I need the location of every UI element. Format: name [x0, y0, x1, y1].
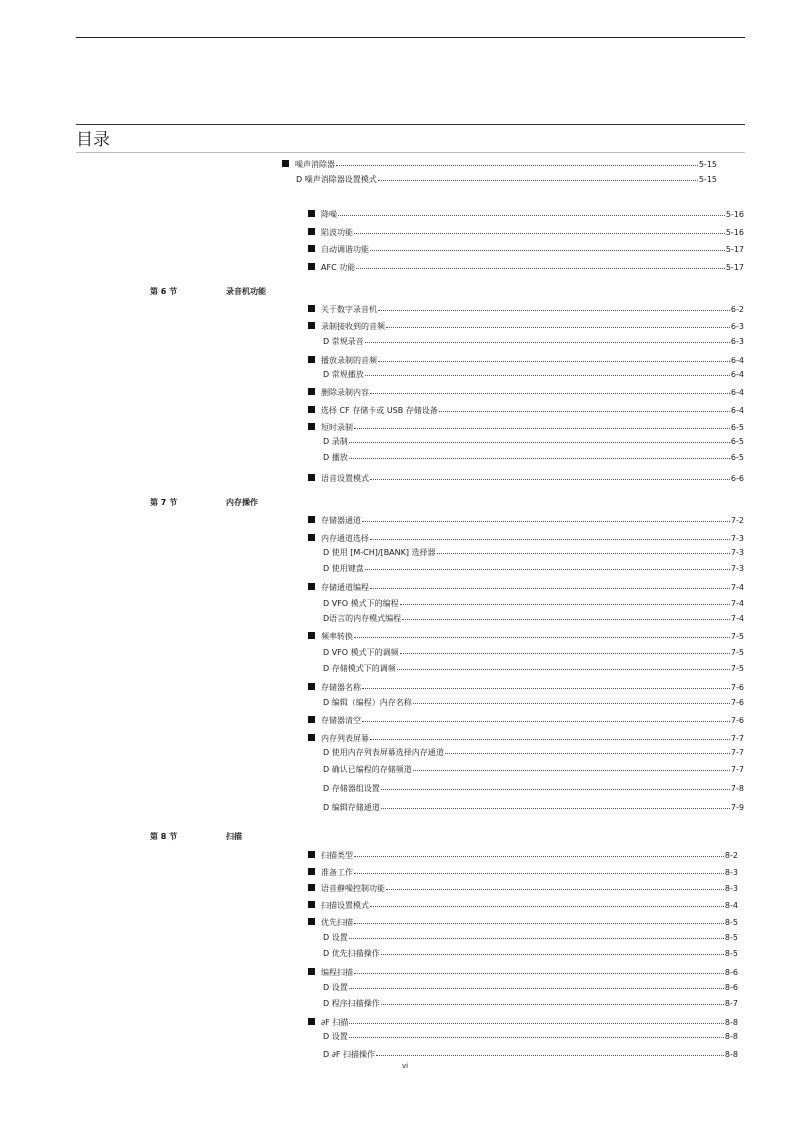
toc-entry-page: 7-4: [730, 614, 744, 623]
square-bullet-icon: [308, 356, 315, 363]
toc-entry-label: D ∂F 扫描操作: [323, 1050, 375, 1059]
toc-entry-label: 存储通道编程: [321, 583, 369, 592]
top-rule: [76, 37, 745, 38]
square-bullet-icon: [308, 968, 315, 975]
toc-entry[interactable]: [323, 1031, 738, 1043]
section-8-number: 第 8 节: [150, 832, 178, 841]
toc-entry[interactable]: [323, 948, 738, 960]
section-6-title: 录音机功能: [226, 287, 266, 296]
toc-entry-page: 8-5: [724, 933, 738, 942]
dot-leader: [349, 442, 730, 443]
toc-entry-page: 8-2: [724, 851, 738, 860]
dot-leader: [386, 889, 724, 890]
toc-entry-page: 7-5: [730, 664, 744, 673]
toc-entry-page: 8-3: [724, 868, 738, 877]
toc-entry-label: 编程扫描: [321, 968, 353, 977]
toc-entry-page: 7-9: [730, 803, 744, 812]
dot-leader: [378, 180, 698, 181]
toc-entry-page: 8-6: [724, 983, 738, 992]
toc-entry-page: 7-5: [730, 632, 744, 641]
dot-leader: [370, 588, 730, 589]
dot-leader: [370, 906, 724, 907]
toc-entry-label: D 使用内存列表屏幕选择内存通道: [323, 748, 444, 757]
square-bullet-icon: [308, 388, 315, 395]
dot-leader: [397, 669, 730, 670]
square-bullet-icon: [282, 160, 289, 167]
toc-entry[interactable]: [323, 613, 744, 625]
toc-entry-page: 6-3: [730, 337, 744, 346]
dot-leader: [400, 604, 730, 605]
toc-entry[interactable]: [323, 802, 744, 814]
dot-leader: [370, 393, 730, 394]
toc-entry-label: D 噪声消除器设置模式: [296, 175, 377, 184]
toc-entry[interactable]: [308, 850, 738, 862]
toc-entry-label: 语音静噪控制功能: [321, 884, 385, 893]
square-bullet-icon: [308, 683, 315, 690]
toc-entry-label: 删除录制内容: [321, 388, 369, 397]
toc-entry-label: 陷波功能: [321, 228, 353, 237]
square-bullet-icon: [308, 474, 315, 481]
toc-entry-page: 5-16: [725, 210, 744, 219]
toc-entry[interactable]: [323, 663, 744, 675]
toc-entry-label: D 设置: [323, 933, 348, 942]
toc-entry-page: 5-17: [725, 245, 744, 254]
toc-entry-label: 关于数字录音机: [321, 305, 377, 314]
dot-leader: [349, 1023, 724, 1024]
toc-entry[interactable]: [323, 1049, 738, 1061]
toc-entry-page: 6-4: [730, 370, 744, 379]
toc-entry-page: 7-6: [730, 698, 744, 707]
toc-entry-label: 降噪: [321, 210, 337, 219]
dot-leader: [370, 479, 730, 480]
square-bullet-icon: [308, 322, 315, 329]
toc-entry[interactable]: [308, 244, 744, 256]
toc-entry[interactable]: [308, 355, 744, 367]
toc-entry[interactable]: [323, 998, 738, 1010]
dot-leader: [413, 703, 730, 704]
toc-entry-label: 自动调谐功能: [321, 245, 369, 254]
toc-entry[interactable]: [308, 304, 744, 316]
toc-entry-label: 选择 CF 存储卡或 USB 存储设备: [321, 406, 438, 415]
toc-entry[interactable]: [323, 452, 744, 464]
toc-entry-label: 频率转换: [321, 632, 353, 641]
toc-entry-page: 8-5: [724, 949, 738, 958]
toc-entry-page: 7-4: [730, 599, 744, 608]
toc-entry[interactable]: [308, 515, 744, 527]
toc-entry-page: 8-3: [724, 884, 738, 893]
toc-entry[interactable]: [323, 982, 738, 994]
toc-entry-page: 7-3: [730, 534, 744, 543]
dot-leader: [362, 521, 730, 522]
dot-leader: [370, 539, 730, 540]
toc-entry-label: D 编辑（编程）内存名称: [323, 698, 412, 707]
square-bullet-icon: [308, 305, 315, 312]
dot-leader: [365, 569, 730, 570]
toc-entry-page: 6-3: [730, 322, 744, 331]
toc-entry[interactable]: [323, 932, 738, 944]
toc-entry-label: D 程序扫描操作: [323, 999, 380, 1008]
toc-entry-label: 扫描设置模式: [321, 901, 369, 910]
toc-entry-page: 7-2: [730, 516, 744, 525]
dot-leader: [413, 770, 730, 771]
square-bullet-icon: [308, 583, 315, 590]
toc-entry[interactable]: [323, 783, 744, 795]
toc-entry-label: D 编辑存储通道: [323, 803, 380, 812]
toc-entry-label: 准备工作: [321, 868, 353, 877]
dot-leader: [362, 688, 730, 689]
toc-entry-page: 5-17: [725, 263, 744, 272]
toc-entry[interactable]: [308, 682, 744, 694]
dot-leader: [381, 1004, 724, 1005]
toc-entry[interactable]: [308, 405, 744, 417]
dot-leader: [362, 721, 730, 722]
dot-leader: [370, 739, 730, 740]
toc-entry-label: D语言的内存模式编程: [323, 614, 402, 623]
square-bullet-icon: [308, 734, 315, 741]
toc-entry-page: 7-8: [730, 784, 744, 793]
toc-entry[interactable]: [308, 917, 738, 929]
toc-entry-page: 7-6: [730, 716, 744, 725]
dot-leader: [437, 553, 730, 554]
toc-entry-page: 6-4: [730, 406, 744, 415]
toc-entry-label: 存储器名称: [321, 683, 361, 692]
toc-entry[interactable]: [323, 598, 744, 610]
toc-entry-page: 8-7: [724, 999, 738, 1008]
dot-leader: [400, 653, 730, 654]
square-bullet-icon: [308, 868, 315, 875]
toc-entry-label: D 录制: [323, 437, 348, 446]
toc-entry-label: ∂F 扫描: [321, 1018, 349, 1027]
dot-leader: [354, 973, 724, 974]
toc-entry-label: D 设置: [323, 1032, 348, 1041]
dot-leader: [354, 856, 724, 857]
toc-entry-page: 6-4: [730, 388, 744, 397]
dot-leader: [378, 310, 730, 311]
dot-leader: [356, 268, 725, 269]
toc-entry-label: D 常规录音: [323, 337, 364, 346]
dot-leader: [354, 873, 724, 874]
square-bullet-icon: [308, 423, 315, 430]
toc-entry-label: D 存储器组设置: [323, 784, 380, 793]
toc-entry-label: D 使用键盘: [323, 564, 364, 573]
square-bullet-icon: [308, 901, 315, 908]
toc-entry-label: D VFO 模式下的编程: [323, 599, 399, 608]
toc-entry[interactable]: [282, 159, 717, 171]
toc-entry-page: 5-16: [725, 228, 744, 237]
toc-entry-label: 内存通道选择: [321, 534, 369, 543]
square-bullet-icon: [308, 851, 315, 858]
dot-leader: [354, 637, 730, 638]
dot-leader: [349, 1037, 724, 1038]
toc-entry-page: 6-5: [730, 423, 744, 432]
toc-entry-label: D VFO 模式下的调频: [323, 648, 399, 657]
toc-entry-label: 扫描类型: [321, 851, 353, 860]
toc-entry-page: 7-7: [730, 765, 744, 774]
toc-entry-page: 6-2: [730, 305, 744, 314]
toc-entry-label: 噪声消除器: [295, 160, 335, 169]
section-7-title: 内存操作: [226, 498, 258, 507]
toc-entry-label: AFC 功能: [321, 263, 356, 272]
toc-entry[interactable]: [308, 900, 738, 912]
toc-entry[interactable]: [308, 582, 744, 594]
dot-leader: [338, 215, 725, 216]
toc-entry[interactable]: [308, 733, 744, 745]
toc-entry-page: 8-4: [724, 901, 738, 910]
dot-leader: [365, 342, 730, 343]
toc-entry-label: D 优先扫描操作: [323, 949, 380, 958]
square-bullet-icon: [308, 884, 315, 891]
title-rule-top: [76, 124, 745, 125]
section-6-number: 第 6 节: [150, 287, 178, 296]
toc-entry-page: 7-7: [730, 748, 744, 757]
page-title: 目录: [76, 130, 110, 150]
dot-leader: [381, 808, 730, 809]
toc-entry-label: D 常规播放: [323, 370, 364, 379]
dot-leader: [349, 988, 724, 989]
toc-entry-label: 播放录制的音频: [321, 356, 377, 365]
toc-entry-page: 6-4: [730, 356, 744, 365]
square-bullet-icon: [308, 516, 315, 523]
dot-leader: [354, 923, 724, 924]
toc-entry-label: D 设置: [323, 983, 348, 992]
square-bullet-icon: [308, 210, 315, 217]
toc-entry-label: D 存储模式下的调频: [323, 664, 396, 673]
toc-entry[interactable]: [308, 533, 744, 545]
toc-entry-page: 8-5: [724, 918, 738, 927]
dot-leader: [381, 954, 724, 955]
toc-entry-label: 语音设置模式: [321, 474, 369, 483]
toc-entry[interactable]: [323, 336, 744, 348]
dot-leader: [370, 250, 725, 251]
toc-entry-page: 8-8: [724, 1018, 738, 1027]
dot-leader: [376, 1055, 724, 1056]
toc-entry[interactable]: [323, 563, 744, 575]
toc-entry-page: 8-8: [724, 1050, 738, 1059]
dot-leader: [354, 428, 730, 429]
toc-entry[interactable]: [308, 867, 738, 879]
toc-entry-page: 8-8: [724, 1032, 738, 1041]
toc-entry[interactable]: [308, 715, 744, 727]
toc-entry-page: 8-6: [724, 968, 738, 977]
dot-leader: [349, 458, 730, 459]
toc-entry[interactable]: [308, 321, 744, 333]
dot-leader: [378, 361, 730, 362]
square-bullet-icon: [308, 1018, 315, 1025]
toc-entry[interactable]: [323, 697, 744, 709]
toc-entry-page: 6-5: [730, 453, 744, 462]
title-rule-bottom: [76, 152, 745, 153]
toc-entry[interactable]: [308, 1017, 738, 1029]
dot-leader: [354, 233, 725, 234]
toc-entry[interactable]: [323, 747, 744, 759]
square-bullet-icon: [308, 406, 315, 413]
toc-entry-page: 7-6: [730, 683, 744, 692]
toc-entry[interactable]: [308, 883, 738, 895]
toc-entry[interactable]: [296, 174, 717, 186]
dot-leader: [439, 411, 730, 412]
toc-entry-label: 优先扫描: [321, 918, 353, 927]
dot-leader: [336, 165, 698, 166]
dot-leader: [349, 938, 724, 939]
toc-entry[interactable]: [308, 631, 744, 643]
toc-entry-label: D 使用 [M-CH]/[BANK] 选择器: [323, 548, 436, 557]
toc-entry[interactable]: [308, 967, 738, 979]
toc-entry-label: 内存列表屏幕: [321, 734, 369, 743]
toc-entry[interactable]: [308, 262, 744, 274]
toc-entry-label: D 确认已编程的存储频道: [323, 765, 412, 774]
toc-entry[interactable]: [323, 647, 744, 659]
page-number: vi: [402, 1062, 409, 1070]
square-bullet-icon: [308, 245, 315, 252]
dot-leader: [445, 753, 730, 754]
section-7-number: 第 7 节: [150, 498, 178, 507]
dot-leader: [386, 327, 730, 328]
toc-entry-page: 6-5: [730, 437, 744, 446]
dot-leader: [402, 619, 730, 620]
toc-entry[interactable]: [323, 436, 744, 448]
toc-entry-page: 5-15: [698, 160, 717, 169]
toc-entry-page: 7-4: [730, 583, 744, 592]
toc-entry-page: 5-15: [698, 175, 717, 184]
toc-entry-label: 短时录制: [321, 423, 353, 432]
toc-entry-label: 存储器通道: [321, 516, 361, 525]
square-bullet-icon: [308, 632, 315, 639]
square-bullet-icon: [308, 534, 315, 541]
toc-entry[interactable]: [323, 369, 744, 381]
square-bullet-icon: [308, 716, 315, 723]
toc-entry-page: 7-7: [730, 734, 744, 743]
toc-entry-page: 7-5: [730, 648, 744, 657]
toc-entry[interactable]: [323, 547, 744, 559]
toc-entry[interactable]: [308, 387, 744, 399]
toc-entry[interactable]: [308, 227, 744, 239]
square-bullet-icon: [308, 228, 315, 235]
toc-entry[interactable]: [308, 209, 744, 221]
toc-entry[interactable]: [323, 764, 744, 776]
toc-entry-label: D 播放: [323, 453, 348, 462]
dot-leader: [381, 789, 730, 790]
toc-entry[interactable]: [308, 473, 744, 485]
toc-entry-page: 7-3: [730, 564, 744, 573]
section-8-title: 扫描: [226, 832, 242, 841]
toc-entry[interactable]: [308, 422, 744, 434]
toc-entry-label: 存储器清空: [321, 716, 361, 725]
toc-entry-label: 录制接收到的音频: [321, 322, 385, 331]
square-bullet-icon: [308, 918, 315, 925]
toc-entry-page: 6-6: [730, 474, 744, 483]
dot-leader: [365, 375, 730, 376]
square-bullet-icon: [308, 263, 315, 270]
toc-entry-page: 7-3: [730, 548, 744, 557]
